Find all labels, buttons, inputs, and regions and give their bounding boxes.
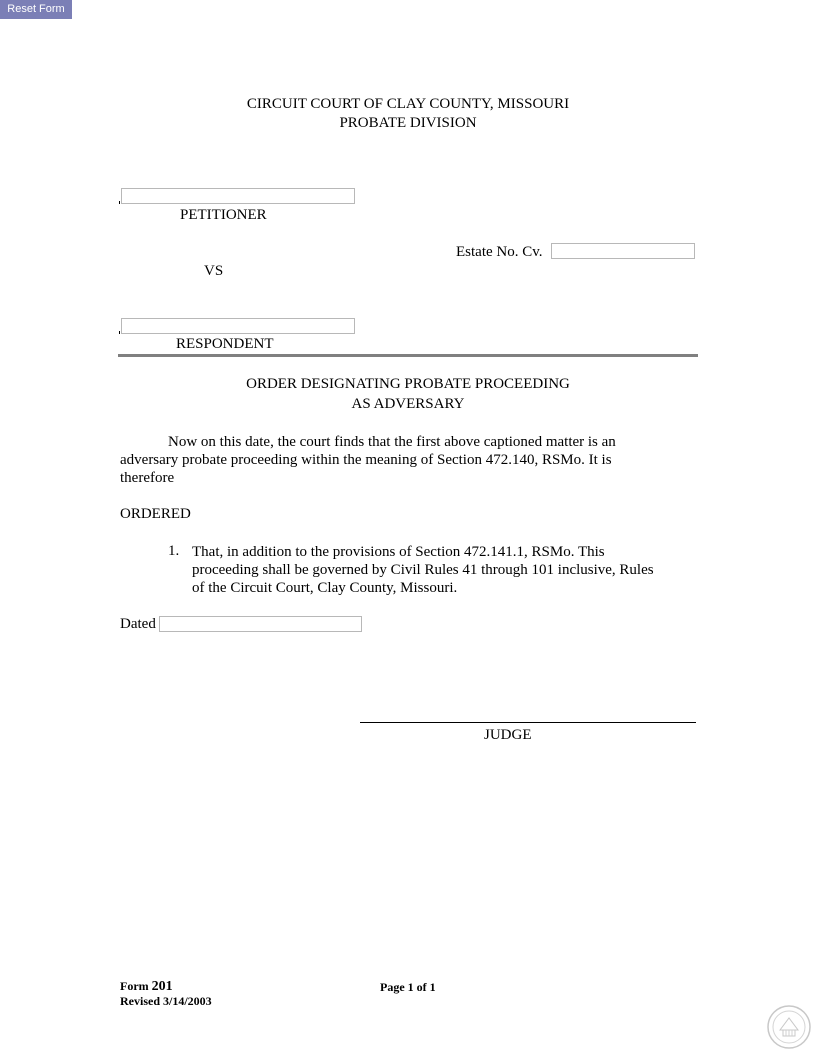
court-title: CIRCUIT COURT OF CLAY COUNTY, MISSOURI [246,96,570,112]
order-item-line-2: proceeding shall be governed by Civil Rules 41 through 101 inclusive, Rules [192,562,654,578]
dated-input[interactable] [159,616,362,632]
order-item-line-3: of the Circuit Court, Clay County, Missouri. [192,580,458,596]
form-number [120,979,173,995]
petitioner-input[interactable] [121,188,355,204]
judge-label: JUDGE [484,727,532,743]
page-number: Page 1 of 1 [380,980,436,994]
order-item-line-1: That, in addition to the provisions of Section 472.141.1, RSMo. This [192,544,605,560]
estate-number-input[interactable] [551,243,695,259]
court-seal-icon [766,1004,812,1050]
respondent-input[interactable] [121,318,355,334]
finding-paragraph-line-3: therefore [120,470,175,486]
judge-signature-line [360,722,696,723]
reset-form-button[interactable]: Reset Form [0,0,72,19]
order-title-line-1: ORDER DESIGNATING PROBATE PROCEEDING [246,376,570,392]
order-item-number: 1. [168,543,180,559]
division-title: PROBATE DIVISION [339,115,477,131]
petitioner-field-marker [119,201,120,204]
versus-label: VS [204,263,224,279]
respondent-label: RESPONDENT [176,336,274,352]
respondent-field-marker [119,331,120,334]
caption-divider [118,354,698,357]
order-title-line-2: AS ADVERSARY [351,396,465,412]
form-number-value: 201 [151,979,173,994]
dated-label: Dated [120,616,156,632]
revision-date: Revised 3/14/2003 [120,994,212,1008]
finding-paragraph-line-2: adversary probate proceeding within the meaning of Section 472.140, RSMo. It is [120,452,612,468]
finding-paragraph-line-1: Now on this date, the court finds that the first above captioned matter is an [168,434,616,450]
form-number-prefix: Form [120,979,149,993]
estate-number-label: Estate No. Cv. [456,244,543,260]
ordered-label: ORDERED [120,506,191,522]
petitioner-label: PETITIONER [180,207,267,223]
